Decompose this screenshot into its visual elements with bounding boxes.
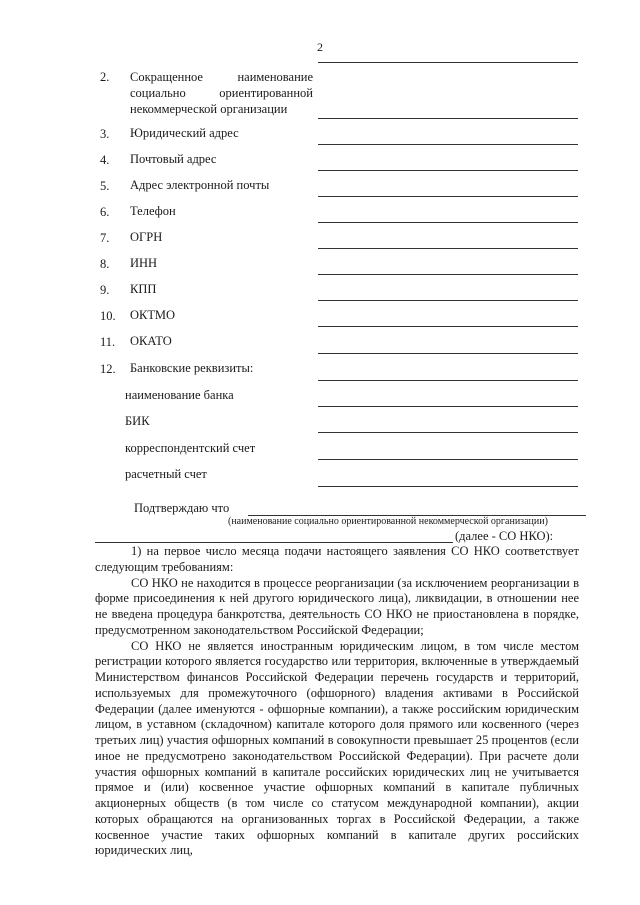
item-number: 5. <box>100 179 110 193</box>
field-line-ogrn[interactable] <box>318 248 578 249</box>
item-label-postal-address: Почтовый адрес <box>130 152 217 166</box>
item-number: 12. <box>100 362 116 376</box>
item-number: 8. <box>100 257 110 271</box>
field-line-email[interactable] <box>318 196 578 197</box>
bank-field-account: расчетный счет <box>125 467 207 481</box>
item-label-bank-details: Банковские реквизиты: <box>130 361 254 375</box>
item-label-okato: ОКАТО <box>130 334 172 348</box>
confirm-lead: Подтверждаю что <box>134 501 230 515</box>
item-number: 6. <box>100 205 110 219</box>
item-label-kpp: КПП <box>130 282 157 296</box>
item-label-email: Адрес электронной почты <box>130 178 270 192</box>
paragraph: СО НКО не является иностранным юридическим лицом, в том числе местом регистрации которого является государство или территория, включенные в утверждаемый Министерством финансов Российской Федерации перечень государств и территорий, используемых для промежуточного (офшорного) владения активами в Российской Федерации (далее именуются - офшорные компании), а также российским юридическим лицом, в уставном (складочном) капитале которого доля прямого или косвенного (через третьих лиц) участия офшорных компаний в совокупности превышает 25 процентов (если иное не предусмотрено законодательством Российской Федерации). При расчете доли участия офшорных компаний в капитале российских юридических лиц не учитывается прямое и (или) косвенное участие офшорных компаний в капитале публичных акционерных обществ (в том числе со статусом международной компании), акции которых обращаются на организованных торгах в Российской Федерации, а также косвенное участие таких офшорных компаний в капитале других российских юридических лиц, <box>95 638 579 858</box>
field-line-bik[interactable] <box>318 432 578 433</box>
field-line-postal-address[interactable] <box>318 170 578 171</box>
item-number: 9. <box>100 283 110 297</box>
item-number: 4. <box>100 153 110 167</box>
field-line-oktmo[interactable] <box>318 326 578 327</box>
item-label-inn: ИНН <box>130 256 158 270</box>
requirements-text <box>95 544 579 859</box>
field-line-phone[interactable] <box>318 222 578 223</box>
item-label-short-name <box>130 69 313 117</box>
item-label-ogrn: ОГРН <box>130 230 163 244</box>
item-label-line: Сокращенное наименование <box>130 70 313 84</box>
paragraph: 1) на первое число месяца подачи настоящего заявления СО НКО соответствует следующим требованиям: <box>95 544 579 574</box>
page-number: 2 <box>317 40 323 54</box>
field-line-bank-name[interactable] <box>318 406 578 407</box>
item-label-legal-address: Юридический адрес <box>130 126 239 140</box>
bank-field-corr-account: корреспондентский счет <box>125 441 256 455</box>
bank-field-name: наименование банка <box>125 388 234 402</box>
field-line-short-name[interactable] <box>318 118 578 119</box>
org-name-caption: (наименование социально ориентированной некоммерческой организации) <box>228 516 548 527</box>
item-number: 11. <box>100 335 116 349</box>
field-line-account[interactable] <box>318 486 578 487</box>
item-label-line: социально ориентированной <box>130 86 313 100</box>
item-label-oktmo: ОКТМО <box>130 308 175 322</box>
item-number: 2. <box>100 70 110 84</box>
field-line-legal-address[interactable] <box>318 144 578 145</box>
field-line-inn[interactable] <box>318 274 578 275</box>
bank-field-bik: БИК <box>125 414 150 428</box>
field-line-bank-details[interactable] <box>318 380 578 381</box>
field-line-corr-account[interactable] <box>318 459 578 460</box>
field-line-kpp[interactable] <box>318 300 578 301</box>
item-number: 7. <box>100 231 110 245</box>
item-number: 3. <box>100 127 110 141</box>
paragraph: СО НКО не находится в процессе реорганизации (за исключением реорганизации в форме присоединения к ней другого юридического лица), ликвидации, в отношении нее не введена процедура банкротства, деятельность СО НКО не приостановлена в порядке, предусмотренном законодательством Российской Федерации; <box>95 575 579 637</box>
field-line-org-name-cont[interactable] <box>95 542 453 543</box>
item-label-phone: Телефон <box>130 204 176 218</box>
field-line <box>318 62 578 63</box>
item-label-line: некоммерческой организации <box>130 102 288 116</box>
item-number: 10. <box>100 309 116 323</box>
confirm-after: (далее - СО НКО): <box>455 529 554 543</box>
field-line-okato[interactable] <box>318 353 578 354</box>
